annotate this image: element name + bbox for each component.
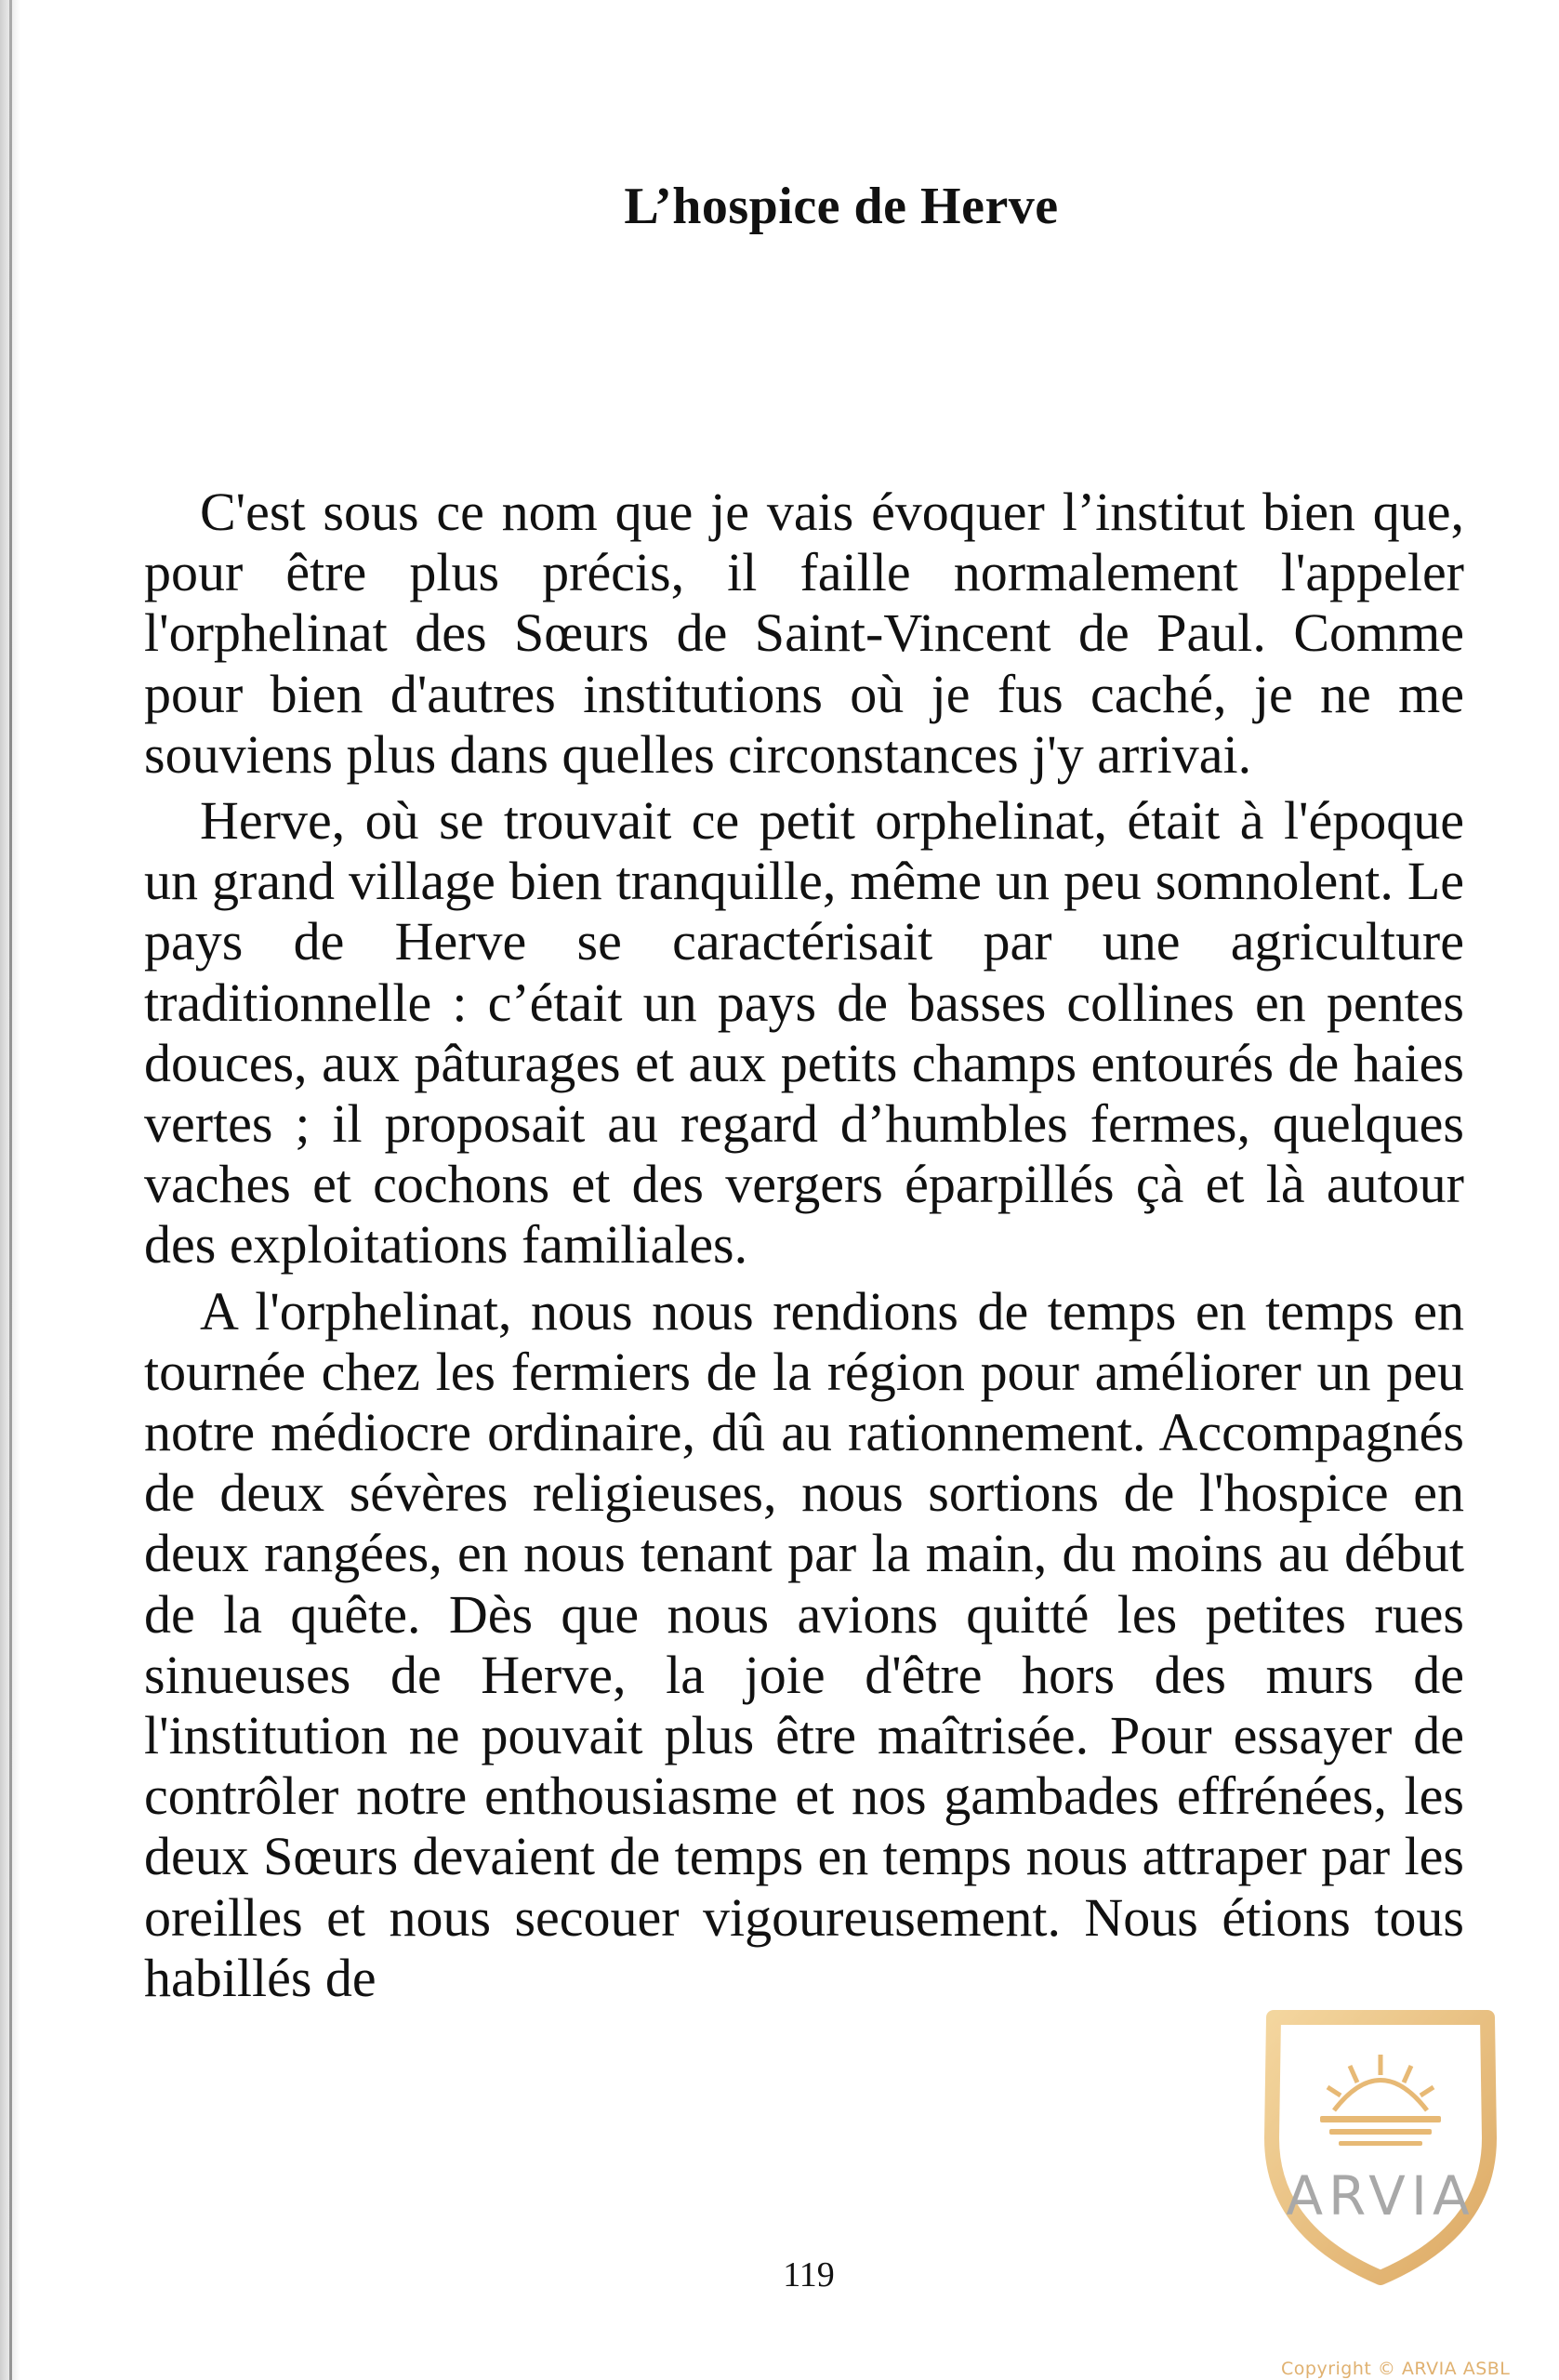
watermark-logo-text: ARVIA — [1286, 2164, 1475, 2228]
page-binding-line — [9, 0, 12, 2380]
arvia-watermark-logo — [1246, 1999, 1515, 2287]
body-text — [144, 482, 1464, 2008]
page-number: 119 — [783, 2255, 835, 2294]
chapter-title: L’hospice de Herve — [624, 178, 1059, 235]
paragraph: Herve, où se trouvait ce petit orphelinat, était à l'époque un grand village bien tranquille, même un peu somnolent. Le pays de Herve se caractérisait par une agriculture traditionnelle : c’était un pays de basses collines en pentes douces, aux pâturages et aux petits champs entourés de haies vertes ; il proposait au regard d’humbles fermes, quelques vaches et cochons et des vergers éparpillés çà et là autour des exploitations familiales. — [144, 790, 1464, 1276]
paragraph: A l'orphelinat, nous nous rendions de temps en temps en tournée chez les fermiers de la région pour améliorer un peu notre médiocre ordinaire, dû au rationnement. Accompagnés de deux sévères religieuses, nous sortions de l'hospice en deux rangées, en nous tenant par la main, du moins au début de la quête. Dès que nous avions quitté les petites rues sinueuses de Herve, la joie d'être hors des murs de l'institution ne pouvait plus être maîtrisée. Pour essayer de contrôler notre enthousiasme et nos gambades effrénées, les deux Sœurs devaient de temps en temps nous attraper par les oreilles et nous secouer vigoureusement. Nous étions tous habillés de — [144, 1280, 1464, 2008]
paragraph: C'est sous ce nom que je vais évoquer l’institut bien que, pour être plus précis, il faille normalement l'appeler l'orphelinat des Sœurs de Saint-Vincent de Paul. Comme pour bien d'autres institutions où je fus caché, je ne me souviens plus dans quelles circonstances j'y arrivai. — [144, 482, 1464, 785]
copyright-notice: Copyright © ARVIA ASBL — [1281, 2359, 1511, 2379]
